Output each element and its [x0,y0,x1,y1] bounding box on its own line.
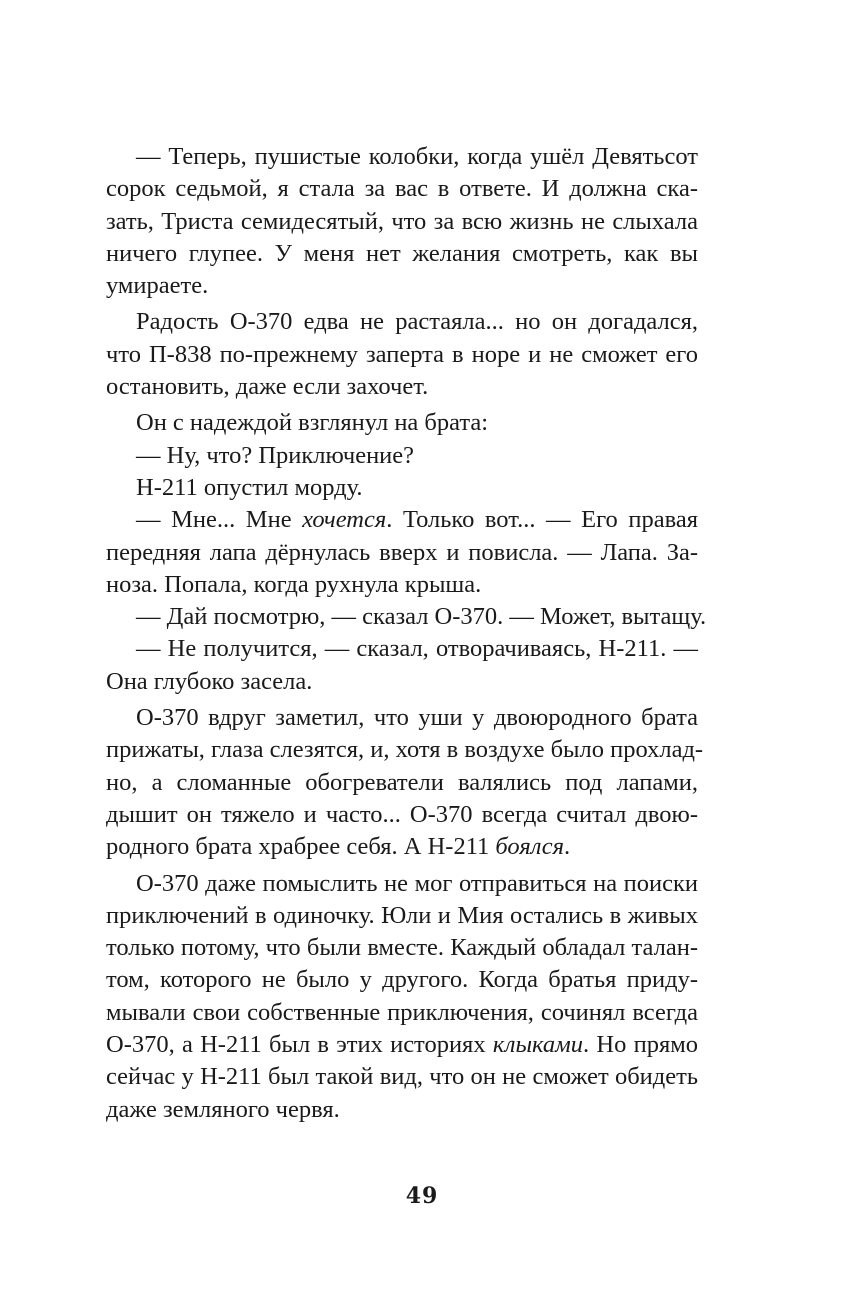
text-run: но, а сломанные обогреватели валялись под лапами, [106,768,698,796]
text-line [106,472,698,504]
text-line [106,306,698,338]
text-line [106,702,698,734]
text-run: Он с надеждой взглянул на брата: [136,409,489,437]
text-run: умираете. [106,272,209,300]
text-run: Она глубоко засела. [106,667,313,695]
text-run: О-370, а Н-211 был в этих историях [106,1031,493,1059]
text-line [106,504,698,536]
text-run: передняя лапа дёрнулась вверх и повисла. — Лапа. За- [106,538,698,566]
text-run: только потому, что были вместе. Каждый обладал талан- [106,934,698,962]
text-line [106,868,698,900]
paragraph [106,601,707,633]
text-run: мывали свои собственные приключения, сочинял всегда [106,998,698,1026]
paragraph [106,633,698,698]
text-line [106,633,698,665]
text-run: прижаты, глаза слезятся, и, хотя в воздухе было прохлад- [106,736,704,764]
text-line [106,767,698,799]
text-run: Радость О-370 едва не растаяла... но он догадался, [136,308,698,336]
text-run: остановить, даже если захочет. [106,373,429,401]
text-run: . Но прямо [583,1031,698,1059]
text-line [106,537,698,569]
text-run: родного брата храбрее себя. А Н-211 [106,833,496,861]
text-run: зать, Триста семидесятый, что за всю жизнь не слыхала [106,207,698,235]
text-line [106,141,698,173]
body-text [106,141,707,1126]
text-line [106,173,698,205]
paragraph [106,868,698,1126]
text-run: Н-211 опустил морду. [136,473,363,501]
italic-text: боялся [495,833,564,861]
text-line [106,1061,698,1093]
text-run: том, которого не было у другого. Когда братья приду- [106,966,698,994]
paragraph [106,306,698,403]
italic-text: клыками [492,1031,584,1059]
text-run: приключений в одиночку. Юли и Мия остались в живых [106,901,698,929]
text-line [106,932,698,964]
text-line [106,799,698,831]
text-run: — Ну, что? Приключение? [136,441,415,469]
text-run: — Мне... Мне [136,506,303,534]
text-run: сорок седьмой, я стала за вас в ответе. И должна ска- [106,175,698,203]
text-run: . [563,833,571,861]
paragraph [106,504,698,601]
paragraph [106,702,704,863]
page-number: 49 [405,1183,439,1209]
text-run: . Только вот... — Его правая [386,506,698,534]
text-line [106,997,698,1029]
text-line [106,371,698,403]
text-line [106,831,698,863]
text-line [106,900,698,932]
text-run: даже земляного червя. [106,1095,340,1123]
text-line [106,238,698,270]
paragraph [106,440,698,472]
text-line [106,666,698,698]
text-run: — Не получится, — сказал, отворачиваясь, Н-211. — [136,635,698,663]
text-line [106,569,698,601]
text-line [106,734,704,766]
text-run: что П-838 по-прежнему заперта в норе и не сможет его [106,340,698,368]
text-line [106,270,698,302]
text-run: О-370 вдруг заметил, что уши у двоюродного брата [136,704,698,732]
text-run: сейчас у Н-211 был такой вид, что он не сможет обидеть [106,1063,698,1091]
paragraph [106,141,698,302]
italic-text: хочется [302,506,387,534]
text-line [106,440,698,472]
text-line [106,601,707,633]
paragraph [106,407,698,439]
text-line [106,206,698,238]
text-run: — Дай посмотрю, — сказал О-370. — Может, вытащу. [136,603,707,631]
text-line [106,964,698,996]
paragraph [106,472,698,504]
text-run: дышит он тяжело и часто... О-370 всегда считал двою- [106,800,698,828]
text-run: ничего глупее. У меня нет желания смотреть, как вы [106,239,698,267]
text-line [106,407,698,439]
text-line [106,339,698,371]
text-line [106,1029,698,1061]
text-run: О-370 даже помыслить не мог отправиться на поиски [136,869,698,897]
text-run: ноза. Попала, когда рухнула крыша. [106,570,482,598]
text-line [106,1094,698,1126]
text-run: — Теперь, пушистые колобки, когда ушёл Девятьсот [136,143,698,170]
